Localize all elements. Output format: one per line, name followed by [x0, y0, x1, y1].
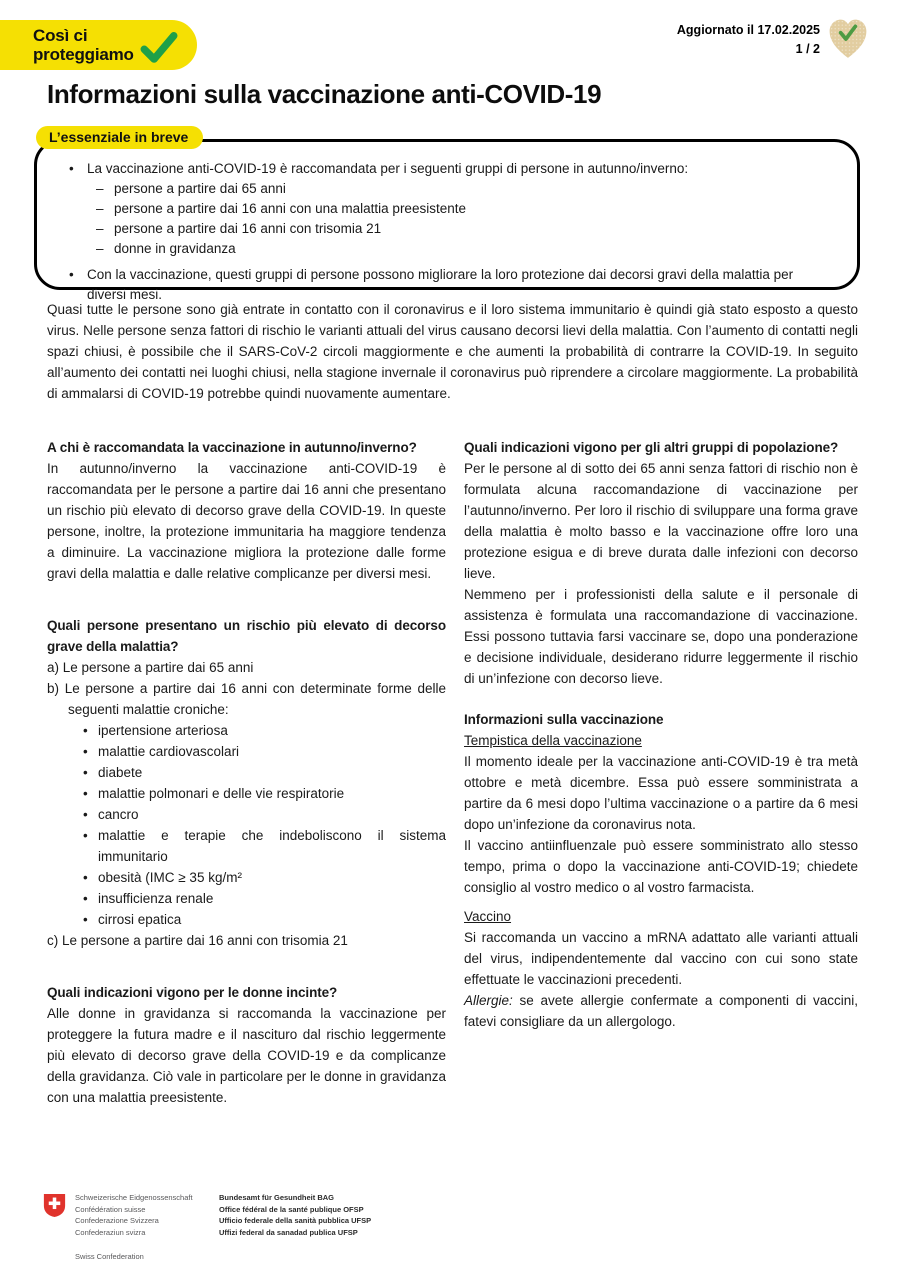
list-item: • diabete — [83, 762, 446, 783]
essential-bullet-2-text: Con la vaccinazione, questi gruppi di persone possono migliorare la loro protezione dai decorsi gravi della malattia per diversi mesi. — [87, 267, 794, 302]
footer — [43, 1192, 371, 1261]
risk-item-b: b) Le persone a partire dai 16 anni con determinate forme delle seguenti malattie croniche: — [47, 681, 446, 717]
dash-item-text: persone a partire dai 16 anni con una malattia preesistente — [114, 201, 466, 216]
chronic-conditions-list — [83, 720, 446, 930]
essential-label: L’essenziale in breve — [36, 126, 203, 149]
heading-risk-groups: Quali persone presentano un rischio più elevato di decorso grave della malattia? — [47, 618, 446, 654]
dash-marker: – — [96, 221, 104, 236]
essential-bullet-1 — [60, 159, 831, 179]
risk-item-c: c) Le persone a partire dai 16 anni con trisomia 21 — [47, 933, 348, 948]
list-item: • malattie cardiovascolari — [83, 741, 446, 762]
dash-item-text: donne in gravidanza — [114, 241, 236, 256]
dash-item-text: persone a partire dai 65 anni — [114, 181, 286, 196]
risk-item-a: a) Le persone a partire dai 65 anni — [47, 660, 254, 675]
dash-item — [87, 219, 831, 239]
bullet-marker: • — [69, 161, 74, 176]
allergies-lead: Allergie: — [464, 993, 513, 1008]
bullet-marker: • — [69, 267, 74, 282]
para-timing-1: Il momento ideale per la vaccinazione anti-COVID-19 è tra metà ottobre e metà dicembre. Essa può essere somministrata a partire da 6 mesi dopo l’ultima vaccinazione o a partire da 6 mesi dopo un’infezione da coronavirus nota. — [464, 754, 858, 832]
para-pregnant-women: Alle donne in gravidanza si raccomanda la vaccinazione per proteggere la futura madre e il nascituro dal rischio leggermente più elevato di decorso grave della COVID-19 e da complicanze della gravidanza. Ciò vale in particolare per le donne in gravidanza con una malattia preesistente. — [47, 1006, 446, 1105]
brand-badge-line2: proteggiamo — [33, 45, 134, 64]
column-right — [464, 437, 858, 1032]
brand-badge-text — [33, 26, 134, 64]
heading-vaccination-info: Informazioni sulla vaccinazione — [464, 712, 664, 727]
dash-marker: – — [96, 241, 104, 256]
allergies-text: se avete allergie confermate a componenti di vaccini, fatevi consigliare da un allergologo. — [464, 993, 858, 1029]
para-timing-2: Il vaccino antiinfluenzale può essere somministrato allo stesso tempo, prima o dopo la vaccinazione anti-COVID-19; chiedete consiglio al vostro medico o al vostro farmacista. — [464, 838, 858, 895]
health-office-names — [219, 1192, 371, 1238]
subheading-timing: Tempistica della vaccinazione — [464, 733, 642, 748]
heading-pregnant-women: Quali indicazioni vigono per le donne incinte? — [47, 985, 338, 1000]
list-item: • malattie polmonari e delle vie respiratorie — [83, 783, 446, 804]
dash-marker: – — [96, 201, 104, 216]
checkmark-icon — [140, 32, 178, 64]
brand-badge — [0, 20, 197, 70]
dash-item — [87, 199, 831, 219]
essential-bullet-1-text: La vaccinazione anti-COVID-19 è raccomandata per i seguenti gruppi di persone in autunno/inverno: — [87, 161, 689, 176]
heading-other-groups: Quali indicazioni vigono per gli altri gruppi di popolazione? — [464, 440, 839, 455]
intro-paragraph: Quasi tutte le persone sono già entrate in contatto con il coronavirus e il loro sistema immunitario è quindi già stato esposto a questo virus. Nelle persone senza fattori di rischio le varianti attuali del virus causano decorsi lievi della malattia. Con l’aumento di contatti negli spazi chiusi, è possibile che il SARS-CoV-2 circoli maggiormente e che aumenti la probabilità di contrarre la COVID-19. In seguito all’aumento dei contatti nei luoghi chiusi, nella stagione invernale il coronavirus può riprendere a circolare maggiormente. La probabilità di ammalarsi di COVID-19 potrebbe quindi nuovamente aumentare. — [47, 302, 858, 401]
dash-item-text: persone a partire dai 16 anni con trisomia 21 — [114, 221, 382, 236]
para-autumn-winter: In autunno/inverno la vaccinazione anti-COVID-19 è raccomandata per le persone a partire dai 16 anni che presentano un rischio più elevato di decorso grave della COVID-19. In queste persone, inoltre, la protezione immunitaria ha maggiore tendenza a diminuire. La vaccinazione migliora la protezione dalle forme gravi della malattia e dalle relative complicanze per diversi mesi. — [47, 461, 446, 581]
essential-sub-list — [87, 179, 831, 259]
heart-check-icon — [827, 16, 869, 62]
list-item: • cancro — [83, 804, 446, 825]
brand-badge-line1: Così ci — [33, 26, 88, 45]
footer-line: Confederaziun svizra — [75, 1227, 146, 1237]
essential-box — [34, 139, 860, 302]
para-other-groups-1: Per le persone al di sotto dei 65 anni senza fattori di rischio non è formulata alcuna raccomandazione di vaccinazione per l’autunno/inverno. Per loro il rischio di sviluppare una forma grave della malattia è molto basso e la vaccinazione offre loro una protezione esigua e di breve durata dalle infezioni con decorso lieve. — [464, 461, 858, 581]
footer-line: Schweizerische Eidgenossenschaft — [75, 1193, 193, 1202]
para-vaccine: Si raccomanda un vaccino a mRNA adattato alle varianti attuali del virus, indipendentemente dal vaccino con cui sono state effettuate le vaccinazioni precedenti. — [464, 930, 858, 987]
list-item: • ipertensione arteriosa — [83, 720, 446, 741]
confederation-names — [75, 1192, 208, 1261]
subheading-vaccine: Vaccino — [464, 909, 512, 924]
dash-marker: – — [96, 181, 104, 196]
para-allergies — [464, 990, 858, 1032]
footer-line: Confederazione Svizzera — [75, 1216, 159, 1226]
footer-line: Ufficio federale della sanità pubblica UFSP — [219, 1216, 372, 1226]
updated-date: Aggiornato il 17.02.2025 — [676, 23, 820, 37]
list-item: • cirrosi epatica — [83, 909, 446, 930]
swiss-cross-logo — [43, 1193, 66, 1218]
swiss-confederation-label: Swiss Confederation — [75, 1252, 144, 1261]
page-number: 1 / 2 — [795, 42, 820, 56]
para-other-groups-2: Nemmeno per i professionisti della salute e il personale di assistenza è formulata una raccomandazione di vaccinazione. Essi possono tuttavia farsi vaccinare se, dopo una ponderazione e decisione individuale, desiderano ridurre leggermente il rischio di un’infezione con decorso lieve. — [464, 587, 858, 686]
dash-item — [87, 239, 831, 259]
heading-autumn-winter: A chi è raccomandata la vaccinazione in autunno/inverno? — [47, 440, 417, 455]
footer-line: Confédération suisse — [75, 1204, 146, 1214]
footer-line: Uffizi federal da sanadad publica UFSP — [219, 1227, 358, 1237]
list-item: • malattie e terapie che indeboliscono il sistema immunitario — [83, 825, 446, 867]
footer-line: Bundesamt für Gesundheit BAG — [219, 1193, 335, 1202]
list-item: • insufficienza renale — [83, 888, 446, 909]
document-meta — [677, 21, 820, 59]
footer-line: Office fédéral de la santé publique OFSP — [219, 1204, 364, 1214]
column-left — [47, 437, 446, 1108]
list-item: • obesità (IMC ≥ 35 kg/m² — [83, 867, 446, 888]
page-title: Informazioni sulla vaccinazione anti-COVID-19 — [47, 79, 602, 109]
dash-item — [87, 179, 831, 199]
